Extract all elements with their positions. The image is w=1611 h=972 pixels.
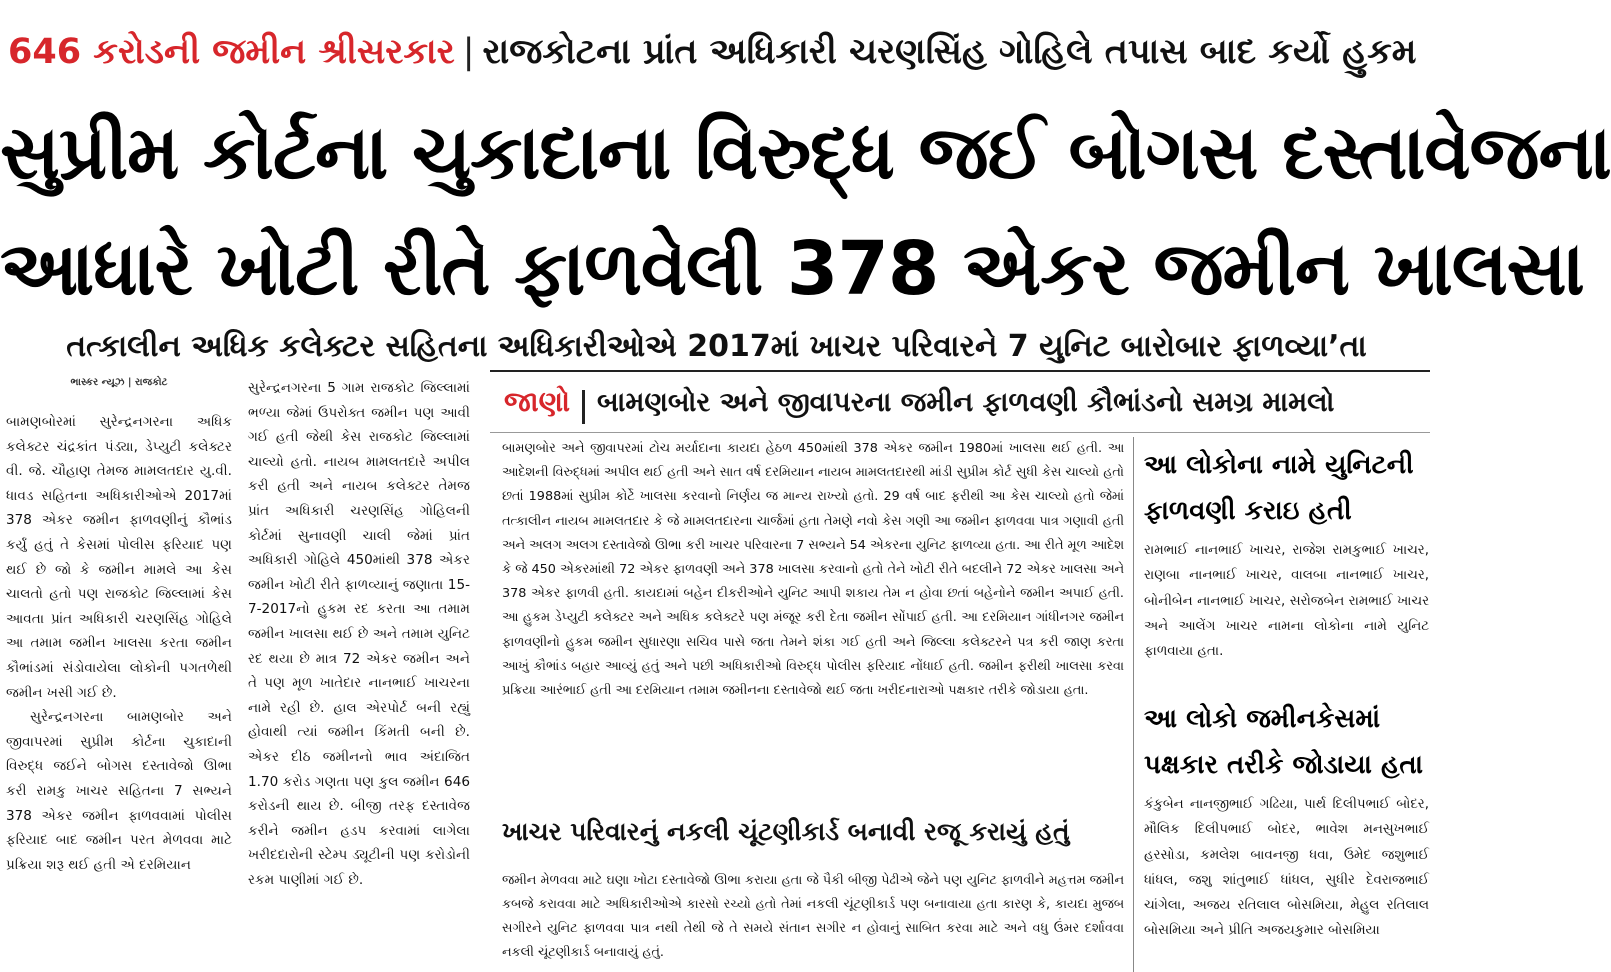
left-paragraph-1: બામણબોરમાં સુરેન્દ્રનગરના અધિક કલેક્ટર ચંદ્રકાંત પંડ્યા, ડેપ્યુટી કલેક્ટર વી. જે. ચૌહાણ તેમજ મામલતદાર યુ.વી. ધાવડ સહિતના અધિકારીઓએ 2017માં 378 એકર જમીન ફાળવણીનું કૌભાંડ કર્યું હતું તે કેસમાં પોલીસ ફરિયાદ પણ થઈ છે જો કે જમીન મામલે આ કેસ ચાલતો હતો પણ રાજકોટ જિલ્લામાં કેસ આવતા પ્રાંત અધિકારી ચરણસિંહ ગોહિલે આ તમામ જમીન ખાલસા કરતા જમીન કૌભાંડમાં સંડોવાયેલા લોકોની પગતળેથી જમીન ખસી ગઈ છે.	[6, 414, 232, 701]
kicker-text: રાજકોટના પ્રાંત અધિકારી ચરણસિંહ ગોહિલે તપાસ બાદ કર્યો હુકમ	[482, 32, 1417, 72]
sub-story-paragraph: જમીન મેળવવા માટે ઘણા ખોટા દસ્તાવેજો ઊભા કરાયા હતા જે પૈકી બીજી પેઢીએ જેને પણ યુનિટ ફાળવીને મહત્તમ જમીન કબજે કરાવવા માટે અધિકારીઓએ કારસો રચ્યો હતો તેમાં નકલી ચૂંટણીકાર્ડ પણ બનાવાયા હતા કારણ કે, કાયદા મુજબ સગીરને યુનિટ ફાળવવા પાત્ર નથી તેથી જે તે સમયે સંતાન સગીર ન હોવાનું સાબિત કરવા માટે અને વધુ ઉંમર દર્શાવવા નકલી ચૂંટણીકાર્ડ બનાવાયું હતું.	[502, 872, 1124, 961]
right-body-2	[1144, 792, 1429, 972]
headline-line-1: સુપ્રીમ કોર્ટના ચુકાદાના વિરુદ્ધ જઈ બોગસ દસ્તાવેજના	[0, 110, 1611, 196]
left-column	[6, 376, 232, 972]
kicker	[8, 22, 1428, 82]
right-heading-1: આ લોકોના નામે યુનિટની ફાળવણી કરાઇ હતી	[1144, 450, 1414, 526]
kicker-separator: |	[462, 32, 475, 72]
middle-column	[248, 376, 470, 972]
sub-story	[502, 856, 1124, 972]
middle-paragraph: સુરેન્દ્રનગરના 5 ગામ રાજકોટ જિલ્લામાં ભળ્યા જેમાં ઉપરોક્ત જમીન પણ આવી ગઈ હતી જેથી કેસ રાજકોટ જિલ્લામાં ચાલ્યો હતો. નાયબ મામલતદારે અપીલ કરી હતી અને નાયબ કલેક્ટર તેમજ પ્રાંત અધિકારી ચરણસિંહ ગોહિલની કોર્ટમાં સુનાવણી ચાલી જેમાં પ્રાંત અધિકારી ગોહિલે 450માંથી 378 એકર જમીન ખોટી રીતે ફાળવ્યાનું જણાતા 15-7-2017નો હુકમ રદ કરતા આ તમામ જમીન ખાલસા થઈ છે અને તમામ યુનિટ રદ થયા છે માત્ર 72 એકર જમીન અને તે પણ મૂળ ખાતેદાર નાનભાઈ ખાચરના નામે રહી છે. હાલ એરપોર્ટ બની રહ્યું હોવાથી ત્યાં જમીન કિંમતી બની છે. એકર દીઠ જમીનનો ભાવ અંદાજિત 1.70 કરોડ ગણતા પણ કુલ જમીન 646 કરોડની થાય છે. બીજી તરફ દસ્તાવેજ કરીને જમીન હડપ કરવામાં લાગેલા ખરીદદારોની સ્ટેમ્પ ડ્યૂટીની પણ કરોડોની રકમ પાણીમાં ગઈ છે.	[248, 380, 470, 888]
top-strip	[0, 0, 1433, 10]
right-body-1	[1144, 538, 1429, 690]
subdeck: તત્કાલીન અધિક કલેક્ટર સહિતના અધિકારીઓએ 2017માં ખાચર પરિવારને 7 યુનિટ બારોબાર ફાળવ્યા’તા	[66, 329, 1367, 364]
explainer-title: બામણબોર અને જીવાપરના જમીન ફાળવણી કૌભાંડનો સમગ્ર મામલો	[597, 387, 1335, 418]
sub-story-heading: ખાચર પરિવારનું નકલી ચૂંટણીકાર્ડ બનાવી રજૂ કરાયું હતું	[502, 817, 1070, 846]
main-story-paragraph: બામણબોર અને જીવાપરમાં ટોચ મર્યાદાના કાયદા હેઠળ 450માંથી 378 એકર જમીન 1980માં ખાલસા થઈ હતી. આ આદેશની વિરુદ્ધમાં અપીલ થઈ હતી અને સાત વર્ષ દરમિયાન નાયબ મામલતદારથી માંડી સુપ્રીમ કોર્ટ સુધી કેસ ચાલ્યો હતો છતાં 1988માં સુપ્રીમ કોર્ટે ખાલસા કરવાનો નિર્ણય જ માન્ય રાખ્યો હતો. 29 વર્ષ બાદ ફરીથી આ કેસ ચાલ્યો હતો જેમાં તત્કાલીન નાયબ મામલતદાર કે જે મામલતદારના ચાર્જમાં હતા તેમણે નવો કેસ ગણી આ જમીન ફાળવવા પાત્ર ગણાવી હતી અને અલગ અલગ દસ્તાવેજો ઊભા કરી ખાચર પરિવારના 7 સભ્યને 54 એકરના યુનિટ ફાળવ્યા હતા. આ રીતે મૂળ આદેશ કે જે 450 એકરમાંથી 72 એકર ફાળવણી અને 378 ખાલસા કરવાનો હતો તેને ખોટી રીતે બદલીને 72 એકર ખાલસા અને 378 એકર ફાળવી હતી. કાયદામાં બહેન દીકરીઓને યુનિટ આપી શકાય તેમ ન હોવા છતાં બહેનોને જમીન અપાઈ હતી. આ હુકમ ડેપ્યુટી કલેક્ટર અને અધિક કલેક્ટરે પણ મંજૂર કરી દેતા જમીન સોંપાઈ હતી. આ દરમિયાન ગાંધીનગર જમીન ફાળવણીનો હુકમ જમીન સુધારણા સચિવ પાસે જતા તેમને શંકા ગઈ હતી અને જિલ્લા કલેક્ટરને પત્ર કરી જાણ કરતા આખું કૌભાંડ બહાર આવ્યું હતું અને પછી અધિકારીઓ વિરુદ્ધ પોલીસ ફરિયાદ નોંધાઈ હતી. જમીન ફરીથી ખાલસા કરવા પ્રક્રિયા આરંભાઈ હતી આ દરમિયાન તમામ જમીનના દસ્તાવેજો થઈ જતા ખરીદનારાઓ પક્ષકાર તરીકે જોડાયા હતા.	[502, 441, 1124, 699]
explainer-header	[490, 370, 1430, 433]
explainer-divider	[582, 390, 585, 424]
kicker-red-text: 646 કરોડની જમીન શ્રીસરકાર	[8, 32, 455, 72]
right-body-1-text: રામભાઈ નાનભાઈ ખાચર, રાજેશ રામકુભાઈ ખાચર, રાણબા નાનભાઈ ખાચર, વાલબા નાનભાઈ ખાચર, બોનીબેન નાનભાઈ ખાચર, સરોજબેન રામભાઈ ખાચર અને આલેંગ ખાચર નામના લોકોના નામે યુનિટ ફાળવાયા હતા.	[1144, 543, 1429, 660]
explainer-tag: જાણો	[504, 385, 571, 418]
column-divider	[1133, 437, 1134, 972]
headline-line-2: આધારે ખોટી રીતે ફાળવેલી 378 એકર જમીન ખાલસા	[0, 226, 1584, 312]
left-paragraph-2: સુરેન્દ્રનગરના બામણબોર અને જીવાપરમાં સુપ્રીમ કોર્ટના ચુકાદાની વિરુદ્ધ જઈને બોગસ દસ્તાવેજો ઊભા કરી રામકુ ખાચર સહિતના 7 સભ્યને 378 એકર જમીન ફાળવવામાં પોલીસ ફરિયાદ બાદ જમીન પરત મેળવવા માટે પ્રક્રિયા શરૂ થઈ હતી એ દરમિયાન	[6, 709, 232, 873]
byline: ભાસ્કર ન્યૂઝ | રાજકોટ	[70, 377, 168, 388]
right-body-2-text: કંકુબેન નાનજીભાઈ ગઢિયા, પાર્થ દિલીપભાઈ બોદર, મૌલિક દિલીપભાઈ બોદર, ભાવેશ મનસુખભાઈ હરસોડા, કમલેશ બાવનજી ધવા, ઉમેદ જશુભાઈ ધાંધલ, જશુ શાંતુભાઈ ધાંધલ, સુધીર દેવરાજભાઈ ચાંગેલા, અજય રતિલાલ બોસમિયા, મેહુલ રતિલાલ બોસમિયા અને પ્રીતિ અજયકુમાર બોસમિયા	[1144, 797, 1429, 939]
right-heading-2: આ લોકો જમીનકેસમાં પક્ષકાર તરીકે જોડાયા હતા	[1144, 704, 1424, 780]
main-story	[502, 437, 1124, 799]
